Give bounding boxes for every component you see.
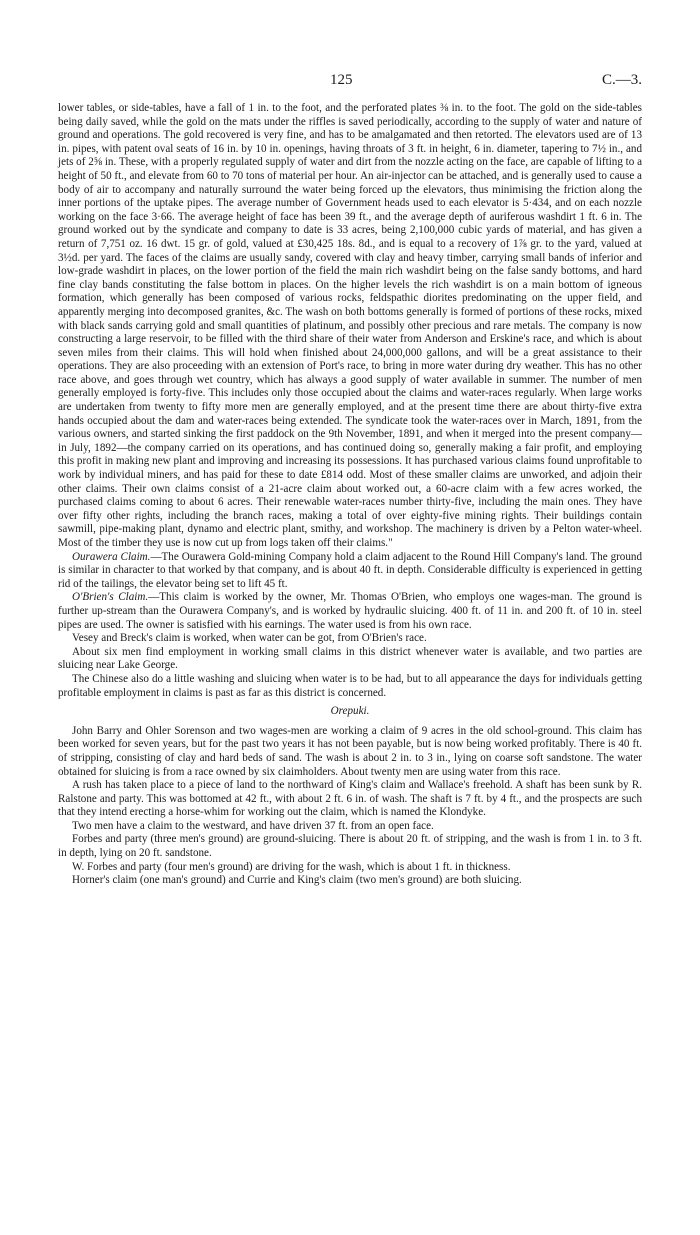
paragraph bbox=[58, 861, 642, 875]
paragraph-text: Two men have a claim to the westward, and have driven 37 ft. from an open face. bbox=[72, 819, 434, 832]
paragraph-text: The Chinese also do a little washing and sluicing when water is to be had, but to all appearance the days for individuals getting profitable employment in claims is past as far as this district is concerned. bbox=[58, 672, 642, 699]
paragraph-text: About six men find employment in working small claims in this district whenever water is available, and two parties are sluicing near Lake George. bbox=[58, 645, 642, 672]
paragraph bbox=[58, 820, 642, 834]
paragraph-text: Horner's claim (one man's ground) and Currie and King's claim (two men's ground) are both sluicing. bbox=[72, 874, 522, 887]
paragraph bbox=[58, 725, 642, 779]
paragraph bbox=[58, 874, 642, 888]
paragraph-text: John Barry and Ohler Sorenson and two wages-men are working a claim of 9 acres in the old school-ground. This claim has been worked for seven years, but for the past two years it has not been payable, but is now being worked profitably. There is 40 ft. of stripping, consisting of clay and hard beds of sand. The wash is about 2 in. to 3 in., lying on coarse soft sandstone. The water obtained for sluicing is from a race owned by six claimholders. About twenty men are using water from this race. bbox=[58, 724, 642, 778]
paragraph bbox=[58, 646, 642, 673]
paragraph-text: A rush has taken place to a piece of land to the northward of King's claim and Wallace's freehold. A shaft has been sunk by R. Ralstone and party. This was bottomed at 42 ft., with about 2 ft. 6 in. of wash. The shaft is 7 ft. by 4 ft., and the prospects are such that they intend erecting a horse-whim for working out the claim, which is named the Klondyke. bbox=[58, 779, 642, 819]
body-text bbox=[58, 102, 642, 888]
paragraph-ourawera-claim bbox=[58, 551, 642, 592]
paragraph bbox=[58, 779, 642, 820]
paragraph-lead: Ourawera Claim. bbox=[72, 550, 151, 563]
paragraph-text: Forbes and party (three men's ground) are ground-sluicing. There is about 20 ft. of stripping, and the wash is from 1 in. to 3 ft. in depth, lying on 20 ft. sandstone. bbox=[58, 833, 642, 860]
paragraph-text: —This claim is worked by the owner, Mr. Thomas O'Brien, who employs one wages-man. The ground is further up-stream than the Ourawera Company's, and is worked by hydraulic sluicing. 400 ft. of 11 in. and 200 ft. of 10 in. steel pipes are used. The owner is satisfied with his earnings. The water used is from his own race. bbox=[58, 591, 643, 631]
paragraph-text: Vesey and Breck's claim is worked, when water can be got, from O'Brien's race. bbox=[72, 632, 427, 645]
paragraph-text: —The Ourawera Gold-mining Company hold a claim adjacent to the Round Hill Company's land. The ground is similar in character to that worked by that company, and is about 40 ft. in depth. Considerable difficulty is experienced in getting rid of the tailings, the elevator being set to lift 45 ft. bbox=[58, 550, 642, 590]
page-header bbox=[0, 72, 700, 92]
page-number: 125 bbox=[330, 72, 353, 88]
paragraph-lead: O'Brien's Claim. bbox=[72, 591, 149, 604]
paragraph bbox=[58, 673, 642, 700]
section-code: C.—3. bbox=[601, 72, 642, 88]
paragraph-obriens-claim bbox=[58, 591, 642, 632]
section-heading-orepuki: Orepuki. bbox=[330, 705, 370, 718]
paragraph bbox=[58, 632, 642, 646]
paragraph-text: W. Forbes and party (four men's ground) are driving for the wash, which is about 1 ft. in thickness. bbox=[72, 860, 511, 873]
paragraph bbox=[58, 102, 642, 551]
paragraph bbox=[58, 833, 642, 860]
paragraph-text: lower tables, or side-tables, have a fall of 1 in. to the foot, and the perforated plates ⅜ in. to the foot. The gold on the side-tables being daily saved, while the gold on the mats under the riffles is saved periodically, according to the supply of water and nature of ground and operations. The gold recovered is very fine, and has to be amalgamated and then retorted. The elevators used are of 13 in. pipes, with patent oval seats of 16 in. by 10 in. openings, having throats of 3 ft. in height, 6 in. diameter, tapering to 7½ in., and jets of 2⅝ in. These, with a properly regulated supply of water and dirt from the nozzle acting on the face, are capable of lifting to a height of 50 ft., and elevate from 60 to 70 tons of material per hour. An air-injector can be attached, and is generally used to cause a body of air to accompany and naturally surround the water being forced up the elevators, thus minimising the friction along the inner portions of the uptake pipes. The average number of Government heads used to each elevator is 5·434, and on each nozzle working on the face 3·66. The average height of face has been 39 ft., and the average depth of auriferous washdirt 1 ft. 6 in. The ground worked out by the syndicate and company to date is 33 acres, being 2,100,000 cubic yards of material, and has given a return of 7,751 oz. 16 dwt. 15 gr. of gold, valued at £30,425 18s. 8d., and is equal to a recovery of 1⅞ gr. to the yard, valued at 3½d. per yard. The faces of the claims are usually sandy, covered with clay and heavy timber, carrying small bands of inferior and low-grade washdirt in places, on the lower portion of the field the main rich washdirt being on the false sandy bottoms, and hard fine clay bands constituting the false bottom in places. On the higher levels the rich washdirt is on a main bottom of igneous formation, which generally has been composed of various rocks, feldspathic diorites predominating on the upper field, and apparently merging into decomposed granites, &c. The wash on both bottoms generally is formed of portions of these rocks, mixed with black sands carrying gold and small quantities of platinum, and possibly other precious and rare metals. The company is now constructing a large reservoir, to be filled with the third share of their water from Anderson and Erskine's race, and which is about seven miles from their claims. This will hold when finished about 24,000,000 gallons, and will be a great assistance to their operations. They are also proceeding with an extension of Port's race, to bring in more water during dry weather. This has no other race above, and goes through wet country, which has always a good supply of water available in summer. The number of men generally employed is forty-five. This includes only those occupied about the claims and water-races regularly. When large works are undertaken from twenty to fifty more men are generally employed, and at the present time there are about thirty-five extra hands occupied about the dam and water-races being extended. The syndicate took the water-races over in March, 1891, from the various owners, and started sinking the first paddock on the 9th November, 1891, and when it merged into the present company—in July, 1892—the company carried on its operations, and has continued doing so, generally making a fair profit, and employing this profit in making new plant and improving and increasing its possessions. It has purchased various claims found unprofitable to work by individual miners, and has paid for these to date £814 odd. Most of these smaller claims are unworked, and adjoin their other claims. Their own claims consist of a 21-acre claim about worked out, a 60-acre claim with a few acres worked, the purchased claims coming to about 6 acres. Their renewable water-races number thirty-five, including the main ones. They have over fifty other rights, including the branch races, making a total of over eighty-five mining rights. Their buildings contain sawmill, pipe-making plant, dynamo and electric plant, smithy, and workshop. The machinery is driven by a Pelton water-wheel. Most of the timber they use is now cut up from logs taken off their claims." bbox=[58, 102, 642, 549]
